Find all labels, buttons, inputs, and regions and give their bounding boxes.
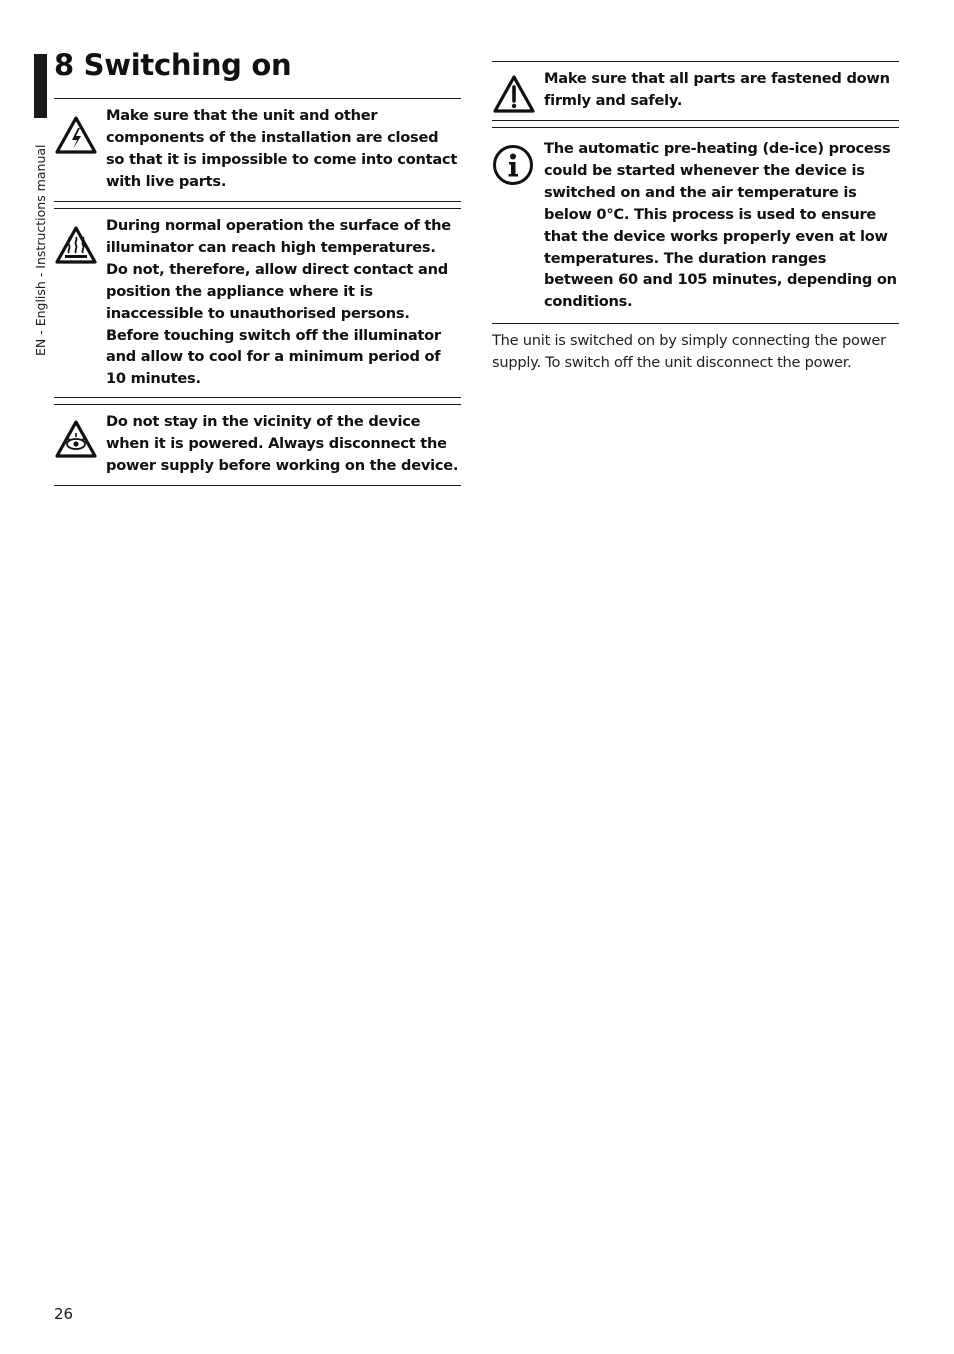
page-title: 8 Switching on — [54, 48, 292, 82]
section-marker-bar — [34, 54, 47, 118]
electric-hazard-note — [54, 98, 461, 202]
warning-icon — [492, 68, 536, 114]
eye-hazard-icon — [54, 411, 98, 459]
eye-hazard-note — [54, 404, 461, 486]
note-text: Make sure that the unit and other components of the installation are closed so that it is impossible to come into contact with live parts. — [106, 107, 458, 190]
note-text: During normal operation the surface of the illuminator can reach high temperatures. Do not, therefore, allow direct contact and position the appliance where it is inaccessible to unauthorised persons. Before touching switch off the illuminator and allow to cool for a minimum period of 10 minutes. — [106, 217, 451, 388]
warning-note — [492, 61, 899, 121]
info-note — [492, 127, 899, 324]
page-number: 26 — [54, 1305, 74, 1323]
right-column — [492, 61, 899, 374]
note-text: Make sure that all parts are fastened down firmly and safely. — [544, 70, 890, 109]
left-column — [54, 98, 461, 486]
body-paragraph: The unit is switched on by simply connecting the power supply. To switch off the unit disconnect the power. — [492, 332, 886, 371]
info-icon — [492, 138, 536, 188]
note-text: The automatic pre-heating (de-ice) process could be started whenever the device is switched on and the air temperature is below 0°C. This process is used to ensure that the device works properly even at low temperatures. The duration ranges between 60 and 105 minutes, depending on conditions. — [544, 140, 897, 311]
note-text: Do not stay in the vicinity of the device when it is powered. Always disconnect the power supply before working on the device. — [106, 413, 459, 474]
hot-surface-note — [54, 208, 461, 398]
electric-hazard-icon — [54, 105, 98, 155]
hot-surface-icon — [54, 215, 98, 265]
sidebar-label: EN - English - Instructions manual — [33, 144, 48, 356]
